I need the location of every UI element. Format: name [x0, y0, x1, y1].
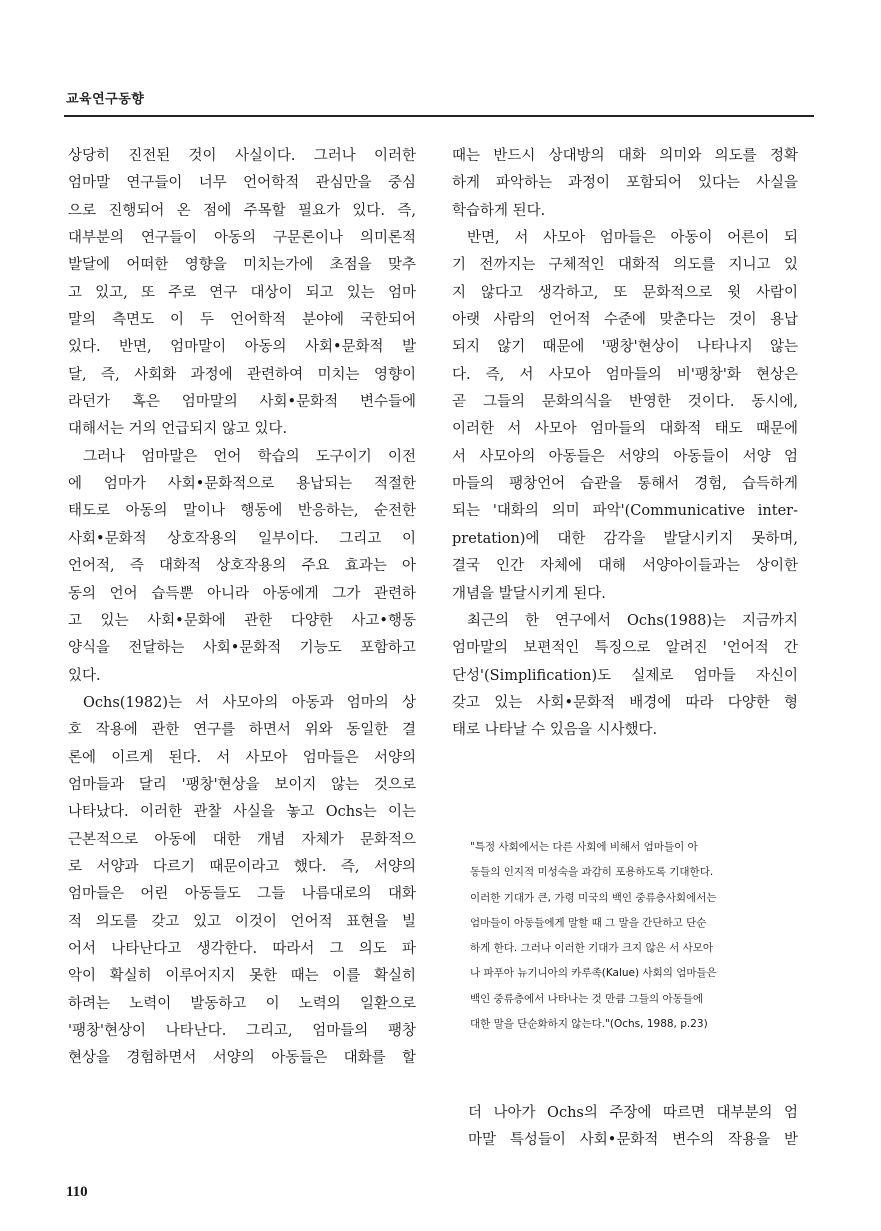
text-line: 적 의도를 갖고 있고 이것이 언어적 표현을 빌: [68, 913, 416, 930]
text-line: 엄마들과 달리 '팽창'현상을 보이지 않는 것으로: [68, 776, 416, 793]
text-line: 동의 언어 습득뿐 아니라 아동에게 그가 관련하: [68, 585, 416, 602]
text-line: 태로 나타날 수 있음을 시사했다.: [452, 722, 658, 739]
text-line: 악이 확실히 이루어지지 못한 때는 이를 확실히: [68, 968, 416, 985]
text-line: 그러나 엄마말은 언어 학습의 도구이기 이전: [83, 448, 416, 465]
text-line: 달, 즉, 사회화 과정에 관련하여 미치는 영향이: [68, 366, 416, 383]
text-line: 반면, 서 사모아 엄마들은 아동이 어른이 되: [467, 230, 798, 247]
text-line: 개념을 발달시키게 된다.: [452, 585, 606, 602]
quote-line: 동들의 인지적 미성숙을 과감히 포용하도록 기대한다.: [470, 866, 714, 879]
text-line: 고 있고, 또 주로 연구 대상이 되고 있는 엄마: [68, 284, 416, 301]
text-line: 최근의 한 연구에서 Ochs(1988)는 지금까지: [467, 612, 798, 629]
text-line: 라던가 혹은 엄마말의 사회•문화적 변수들에: [68, 394, 416, 411]
quote-line: 이러한 기대가 큰, 가령 미국의 백인 중류층사회에서는: [470, 891, 717, 904]
text-line: 서 사모아의 아동들은 서양의 아동들이 서양 엄: [452, 448, 798, 465]
text-line: 마들의 팽창언어 습관을 통해서 경험, 습득하게: [452, 476, 798, 493]
text-line: 단성'(Simplification)도 실제로 엄마들 자신이: [452, 667, 798, 684]
text-line: 말의 측면도 이 두 언어학적 분야에 국한되어: [68, 312, 416, 329]
text-line: 나타났다. 이러한 관찰 사실을 놓고 Ochs는 이는: [68, 804, 416, 821]
right-text-column: [452, 143, 798, 745]
text-line: 결국 인간 자체에 대해 서양아이들과는 상이한: [452, 558, 798, 575]
text-line: 에 엄마가 사회•문화적으로 용납되는 적절한: [68, 476, 416, 493]
text-line: 사회•문화적 상호작용의 일부이다. 그리고 이: [68, 530, 416, 547]
text-line: 으로 진행되어 온 점에 주목할 필요가 있다. 즉,: [68, 202, 416, 219]
text-line: 엄마말의 보편적인 특징으로 알려진 '언어적 간: [452, 640, 798, 657]
text-line: 기 전까지는 구체적인 대화적 의도를 지니고 있: [452, 257, 798, 274]
text-line: 근본적으로 아동에 대한 개념 자체가 문화적으: [68, 831, 416, 848]
quote-line: 대한 말을 단순화하지 않는다."(Ochs, 1988, p.23): [470, 1018, 708, 1031]
quote-line: 나 파푸아 뉴기니아의 카루족(Kalue) 사회의 엄마들은: [470, 967, 717, 980]
quote-line: 엄마들이 아동들에게 말할 때 그 말을 간단하고 단순: [470, 916, 707, 929]
text-line: 로 서양과 다르기 때문이라고 했다. 즉, 서양의: [68, 858, 416, 875]
text-line: 되는 '대화의 의미 파악'(Communicative inter-: [452, 503, 798, 520]
text-line: 상당히 진전된 것이 사실이다. 그러나 이러한: [68, 148, 416, 164]
text-line: 다. 즉, 서 사모아 엄마들의 비'팽창'화 현상은: [452, 366, 798, 383]
text-line: 호 작용에 관한 연구를 하면서 위와 동일한 결: [68, 722, 416, 739]
quote-line: 백인 중류층에서 나타나는 것 만큼 그들의 아동들에: [470, 992, 704, 1005]
text-line: pretation)에 대한 감각을 발달시키지 못하며,: [452, 530, 798, 547]
text-line: 이러한 서 사모아 엄마들의 대화적 태도 때문에: [452, 421, 798, 438]
text-line: 엄마들은 어린 아동들도 그들 나름대로의 대화: [68, 886, 416, 903]
text-line: 되지 않기 때문에 '팽창'현상이 나타나지 않는: [452, 339, 798, 356]
text-line: 어서 나타난다고 생각한다. 따라서 그 의도 파: [68, 940, 416, 957]
page-number: 110: [66, 1184, 88, 1200]
block-quote: [470, 835, 795, 1037]
text-line: 마말 특성들이 사회•문화적 변수의 작용을 받: [468, 1132, 798, 1149]
text-line: 학습하게 된다.: [452, 202, 546, 219]
text-line: 갖고 있는 사회•문화적 배경에 따라 다양한 형: [452, 694, 798, 711]
text-line: 하게 파악하는 과정이 포함되어 있다는 사실을: [452, 175, 798, 192]
quote-line: "특정 사회에서는 다른 사회에 비해서 엄마들이 아: [470, 841, 698, 853]
text-line: 양식을 전달하는 사회•문화적 기능도 포함하고: [68, 640, 416, 657]
text-line: Ochs(1982)는 서 사모아의 아동과 엄마의 상: [83, 694, 416, 711]
text-line: 현상을 경험하면서 서양의 아동들은 대화를 할: [68, 1050, 416, 1067]
left-text-column: [68, 143, 416, 1073]
text-line: 더 나아가 Ochs의 주장에 따르면 대부분의 엄: [468, 1105, 798, 1121]
text-line: 고 있는 사회•문화에 관한 다양한 사고•행동: [68, 612, 416, 629]
text-line: 대부분의 연구들이 아동의 구문론이나 의미론적: [68, 230, 416, 247]
text-line: 있다. 반면, 엄마말이 아동의 사회•문화적 발: [68, 339, 416, 356]
quote-line: 하게 한다. 그러나 이러한 기대가 크지 않은 서 사모아: [470, 942, 714, 955]
text-line: 아랫 사람의 언어적 수준에 맞춘다는 것이 용납: [452, 312, 798, 329]
text-line: 엄마말 연구들이 너무 언어학적 관심만을 중심: [68, 175, 416, 192]
right-column-continuation: [468, 1100, 798, 1155]
text-line: '팽창'현상이 나타난다. 그리고, 엄마들의 팽창: [68, 1023, 416, 1039]
text-line: 론에 이르게 된다. 서 사모아 엄마들은 서양의: [68, 749, 416, 766]
journal-section-title: 교육연구동향: [66, 92, 145, 107]
text-line: 지 않다고 생각하고, 또 문화적으로 윗 사람이: [452, 284, 798, 301]
text-line: 때는 반드시 상대방의 대화 의미와 의도를 정확: [452, 148, 798, 164]
header-rule: [64, 115, 814, 117]
text-line: 있다.: [68, 667, 101, 684]
text-line: 하려는 노력이 발동하고 이 노력의 일환으로: [68, 995, 416, 1012]
text-line: 태도로 아동의 말이나 행동에 반응하는, 순전한: [68, 503, 416, 520]
text-line: 곧 그들의 문화의식을 반영한 것이다. 동시에,: [452, 394, 798, 411]
text-line: 발달에 어떠한 영향을 미치는가에 초점을 맞추: [68, 257, 416, 274]
text-line: 대해서는 거의 언급되지 않고 있다.: [68, 421, 288, 438]
text-line: 언어적, 즉 대화적 상호작용의 주요 효과는 아: [68, 558, 416, 575]
